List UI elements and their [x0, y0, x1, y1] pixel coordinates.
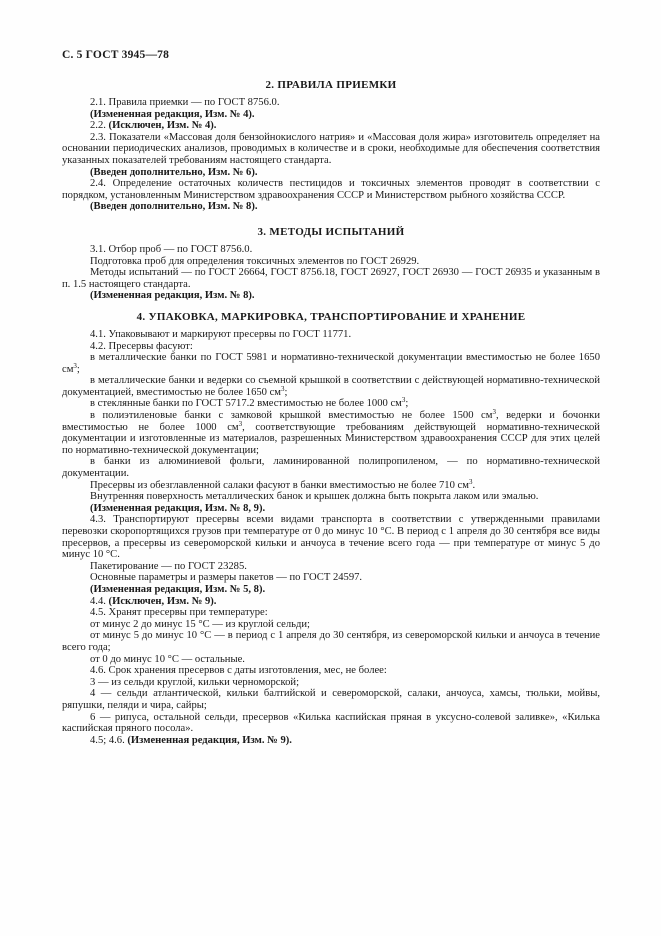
clause-number: 4.5; 4.6.: [90, 734, 128, 746]
amendment-note: (Измененная редакция, Изм. № 5, 8).: [90, 583, 266, 595]
clause-number: 2.2.: [90, 120, 109, 132]
clause-2-2: [62, 120, 600, 132]
clause-4-2: 4.2. Пресервы фасуют:: [90, 340, 193, 352]
clause-2-4: 2.4. Определение остаточных количеств пестицидов и токсичных элементов проводят в соответствии с порядком, установленным Министерством здравоохранения СССР и Министерством рыбного хозяйства СССР.: [62, 178, 600, 201]
paragraph: Внутренняя поверхность металлических банок и крышек должна быть покрыта лаком или эмалью.: [90, 491, 539, 503]
superscript: 3: [401, 396, 406, 405]
paragraph: от 0 до минус 10 °С — остальные.: [90, 653, 245, 665]
amendment-note: (Введен дополнительно, Изм. № 6).: [90, 166, 258, 178]
paragraph: от минус 2 до минус 15 °С — из круглой сельди;: [90, 618, 310, 630]
amendment-note: (Измененная редакция, Изм. № 9).: [127, 734, 292, 746]
section-2-title: 2. ПРАВИЛА ПРИЕМКИ: [265, 79, 397, 91]
paragraph: Пресервы из обезглавленной салаки фасуют в банки вместимостью не более 710 $см^3$.: [90, 477, 476, 491]
paragraph: Методы испытаний — по ГОСТ 26664, ГОСТ 8756.18, ГОСТ 26927, ГОСТ 26930 — ГОСТ 26935 и указанным в п. 1.5 настоящего стандарта.: [62, 267, 600, 290]
superscript: 3: [238, 419, 243, 428]
paragraph: в полиэтиленовые банки с замковой крышкой вместимостью не более 1500 $см^3$, ведерки и бочонки вместимостью не более 1000 $см^3$, соответствующие требованиям действующей нормативно-технической документации и изготовленные из материалов, разрешенных Министерством здравоохранения СССР для этих целей по нормативно-технической документации;: [62, 408, 600, 456]
section-4-title: 4. УПАКОВКА, МАРКИРОВКА, ТРАНСПОРТИРОВАНИЕ И ХРАНЕНИЕ: [136, 310, 526, 323]
amendment-note: (Измененная редакция, Изм. № 8).: [90, 290, 255, 302]
clause-2-1: 2.1. Правила приемки — по ГОСТ 8756.0.: [90, 97, 280, 108]
amendment-note: (Измененная редакция, Изм. № 4).: [90, 108, 255, 120]
superscript: 3: [492, 408, 496, 417]
section-3-title: 3. МЕТОДЫ ИСПЫТАНИЙ: [257, 225, 405, 238]
clause-3-1: 3.1. Отбор проб — по ГОСТ 8756.0.: [90, 243, 253, 255]
superscript: 3: [281, 384, 285, 393]
paragraph: в банки из алюминиевой фольги, ламинированной полипропиленом, — по нормативно-технической документации.: [62, 456, 600, 480]
paragraph: в металлические банки по ГОСТ 5981 и нормативно-технической документации вместимостью не более 1650 $см^3$;: [62, 352, 600, 375]
paragraph: 3 — из сельди круглой, кильки черноморской;: [90, 676, 300, 688]
clause-2-3: 2.3. Показатели «Массовая доля бензойнокислого натрия» и «Массовая доля жира» изготовитель определяет на основании периодических анализов, проводимых в количестве и в сроки, необходимые для обеспечения соответствия указанных показателей требованиям настоящего стандарта.: [62, 131, 600, 166]
amendment-note: (Измененная редакция, Изм. № 8, 9).: [90, 502, 266, 514]
text-column: [62, 80, 600, 746]
page-header: С. 5 ГОСТ 3945—78: [62, 49, 170, 61]
clause-4-4: [62, 596, 600, 608]
clause-4-3: 4.3. Транспортируют пресервы всеми видами транспорта в соответствии с утвержденными правилами перевозки скоропортящихся грузов при температуре от 0 до минус 10 °С. В период с 1 апреля до 30 сентября все виды пресервов, а пресервы из североморской кильки и анчоуса в течение всего года — при температуре от минус 5 до минус 10 °С.: [62, 514, 600, 561]
paragraph: Подготовка проб для определения токсичных элементов по ГОСТ 26929.: [90, 255, 420, 267]
paragraph: 4 — сельди атлантической, кильки балтийской и североморской, салаки, анчоуса, хамсы, тюльки, мойвы, ряпушки, пеляди и чира, сайры;: [62, 688, 600, 711]
amendment-line: [62, 735, 600, 747]
superscript: 3: [468, 477, 473, 486]
paragraph: в стеклянные банки по ГОСТ 5717.2 вместимостью не более 1000 $см^3$;: [90, 396, 409, 410]
superscript: 3: [73, 361, 77, 370]
clause-4-1: 4.1. Упаковывают и маркируют пресервы по ГОСТ 11771.: [90, 328, 352, 340]
paragraph: Пакетирование — по ГОСТ 23285.: [90, 560, 247, 572]
amendment-note: (Исключен, Изм. № 4).: [108, 120, 217, 132]
amendment-note: (Введен дополнительно, Изм. № 8).: [90, 201, 258, 213]
amendment-note: (Исключен, Изм. № 9).: [108, 595, 217, 607]
clause-4-5: 4.5. Хранят пресервы при температуре:: [90, 607, 268, 619]
paragraph: в металлические банки и ведерки со съемной крышкой в соответствии с действующей нормативно-технической документацией, вместимостью не более 1650 $см^3$;: [62, 375, 600, 398]
clause-4-6: 4.6. Срок хранения пресервов с даты изготовления, мес, не более:: [90, 665, 387, 677]
paragraph: Основные параметры и размеры пакетов — по ГОСТ 24597.: [90, 572, 363, 584]
paragraph: 6 — рипуса, остальной сельди, пресервов «Килька каспийская пряная в уксусно-солевой заливке», «Килька каспийская пряного посола».: [62, 711, 600, 735]
clause-number: 4.4.: [90, 595, 109, 607]
paragraph: от минус 5 до минус 10 °С — в период с 1 апреля до 30 сентября, из североморской кильки и анчоуса в течение всего года;: [62, 630, 600, 653]
